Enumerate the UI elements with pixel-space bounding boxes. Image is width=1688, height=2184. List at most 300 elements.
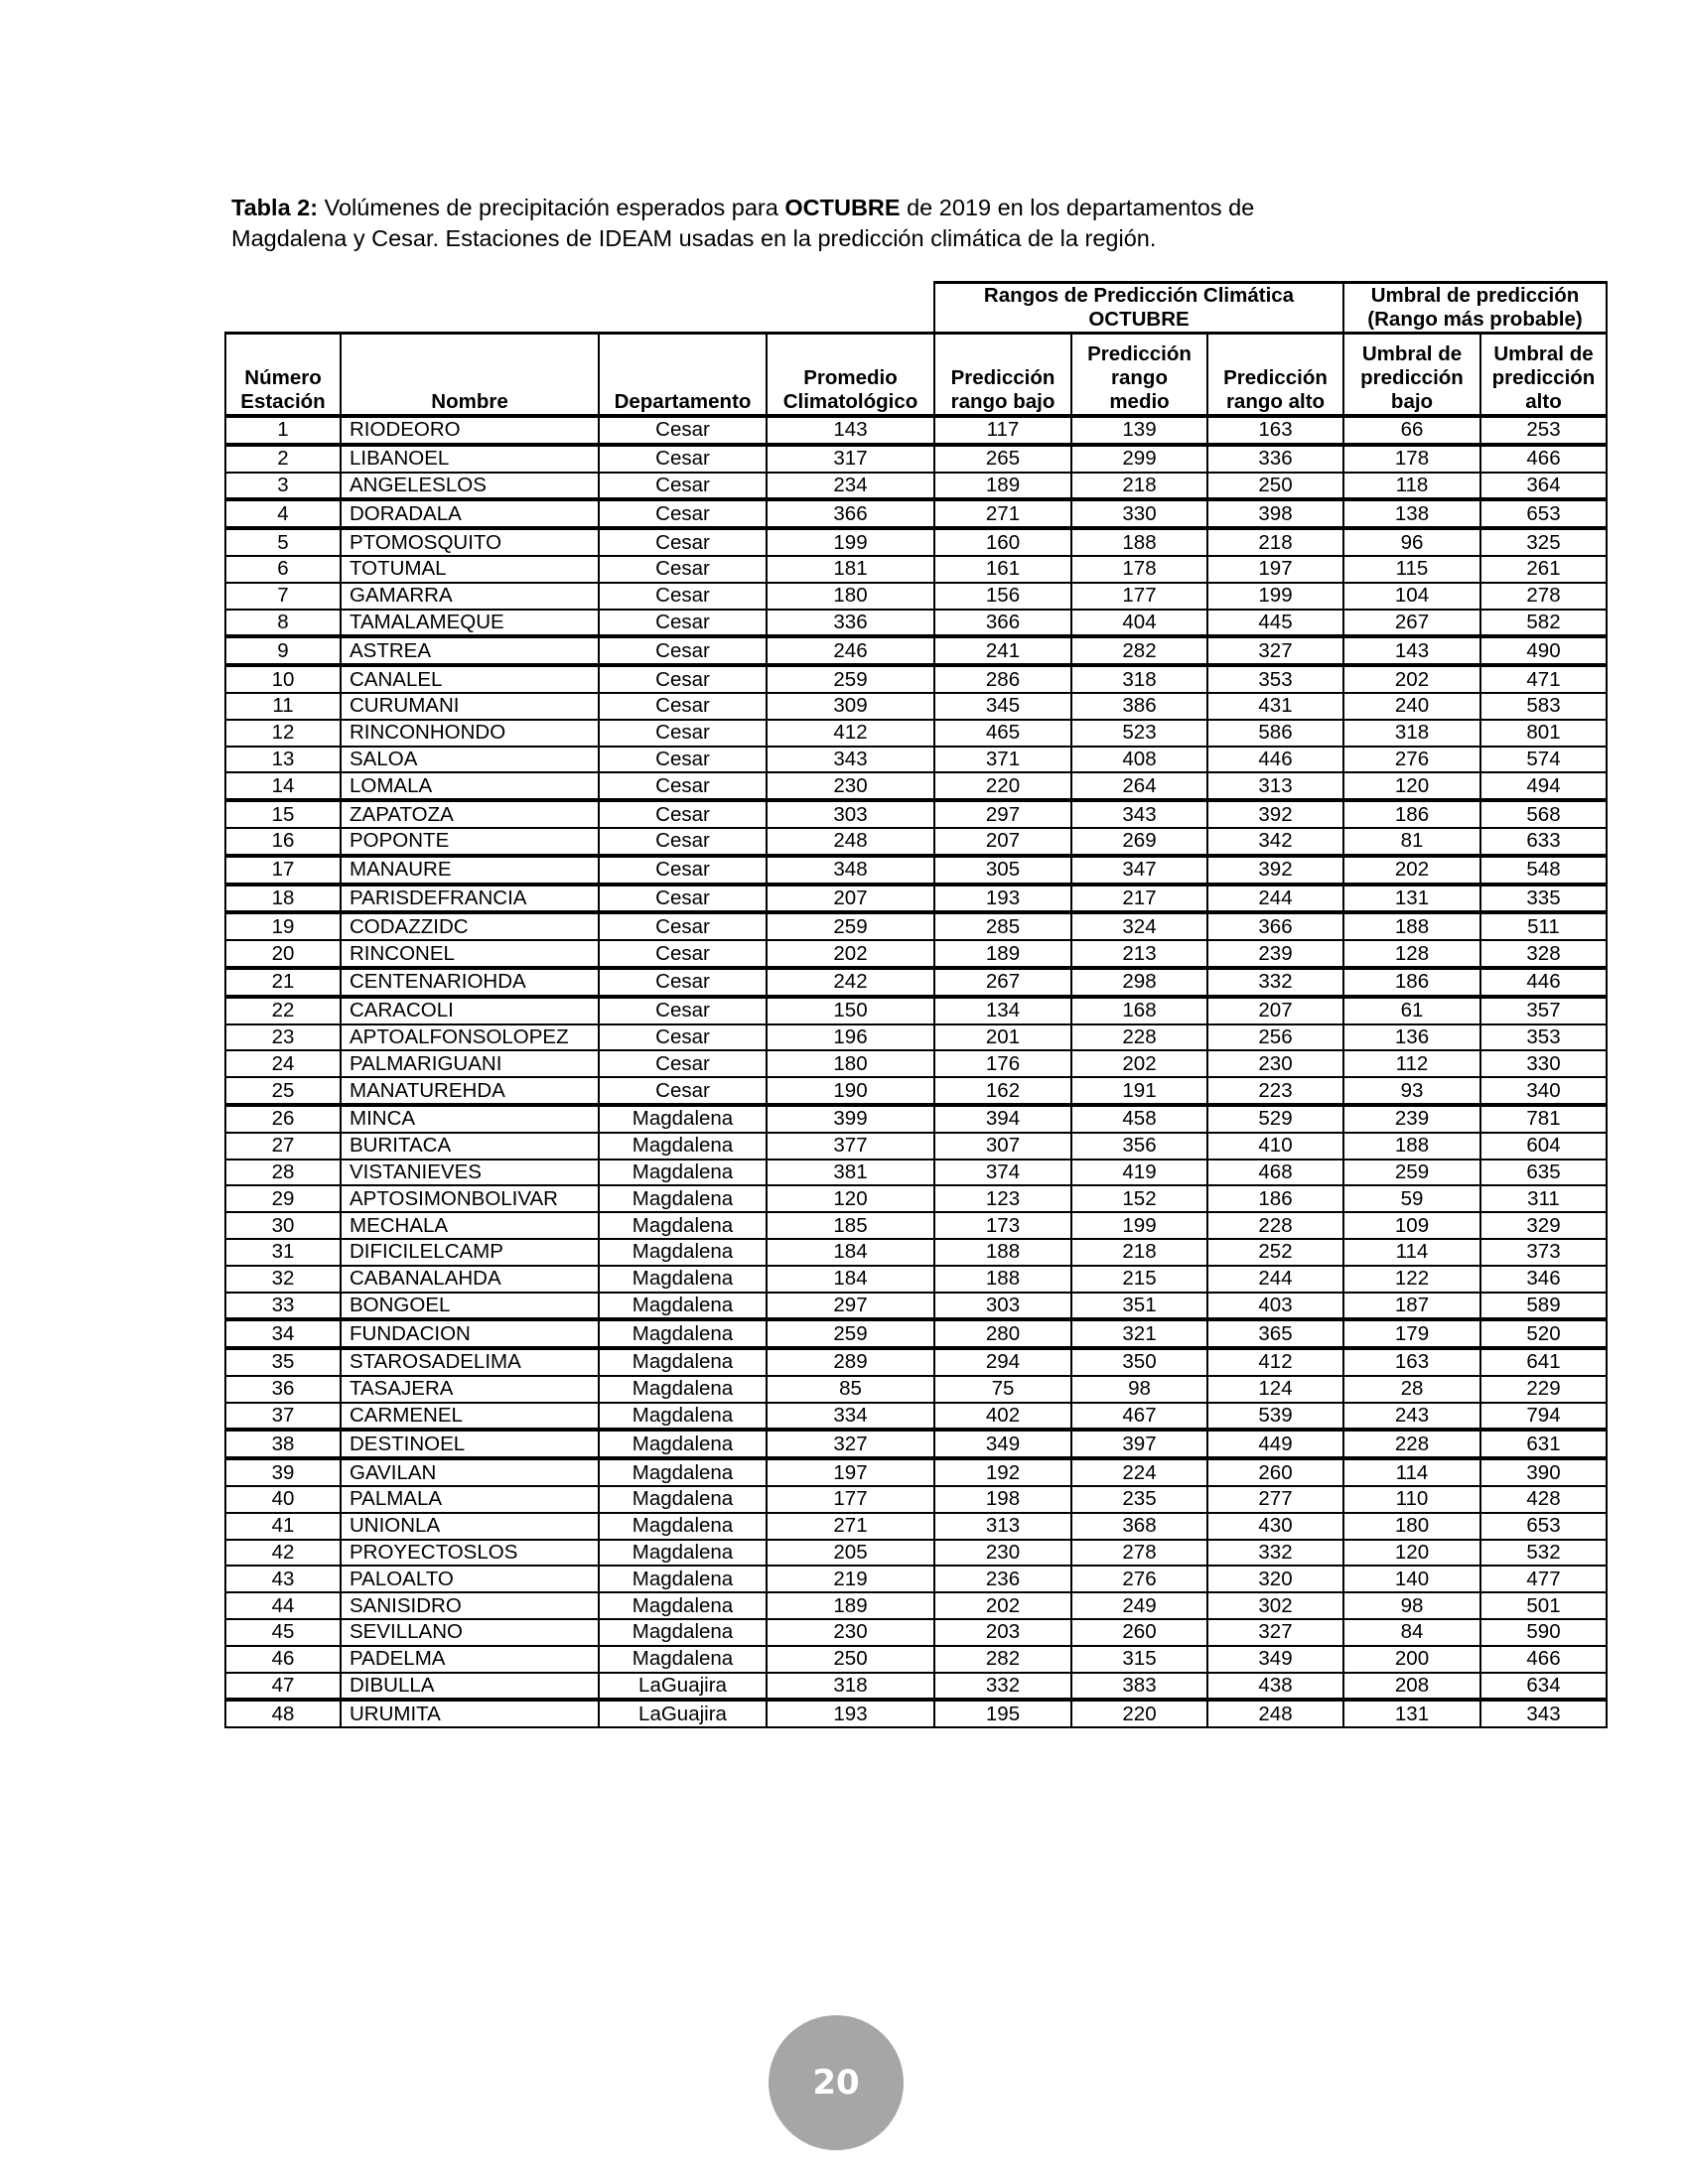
col-numero-estacion-cell: 28 <box>225 1160 341 1186</box>
col-pred-medio-cell: 139 <box>1071 416 1207 445</box>
col-pred-medio-cell: 218 <box>1071 473 1207 500</box>
table-row <box>225 1105 1607 1133</box>
col-numero-estacion-cell: 15 <box>225 800 341 828</box>
col-umbral-alto-cell: 568 <box>1480 800 1607 828</box>
col-numero-estacion-cell: 24 <box>225 1050 341 1077</box>
col-nombre-cell: ZAPATOZA <box>341 800 599 828</box>
col-pred-medio-cell: 188 <box>1071 528 1207 556</box>
col-numero-estacion-cell: 11 <box>225 693 341 720</box>
col-umbral-alto-cell: 494 <box>1480 772 1607 800</box>
table-row <box>225 1592 1607 1619</box>
col-umbral-alto-cell: 604 <box>1480 1133 1607 1160</box>
col-pred-bajo-cell: 134 <box>934 997 1071 1024</box>
col-departamento-cell: Magdalena <box>599 1185 767 1212</box>
col-numero-estacion-cell: 14 <box>225 772 341 800</box>
col-nombre-header: Nombre <box>341 334 599 417</box>
col-umbral-alto-cell: 353 <box>1480 1024 1607 1051</box>
col-numero-estacion-cell: 7 <box>225 583 341 610</box>
col-umbral-bajo-header: Umbral de predicción bajo <box>1343 334 1480 417</box>
col-nombre-cell: RIODEORO <box>341 416 599 445</box>
col-nombre-cell: DORADALA <box>341 499 599 528</box>
col-pred-medio-cell: 282 <box>1071 636 1207 665</box>
col-nombre-cell: CURUMANI <box>341 693 599 720</box>
col-umbral-alto-cell: 471 <box>1480 665 1607 693</box>
col-nombre-cell: MINCA <box>341 1105 599 1133</box>
col-nombre-cell: URUMITA <box>341 1700 599 1727</box>
col-promedio-cell: 366 <box>767 499 934 528</box>
table-row <box>225 610 1607 637</box>
col-umbral-alto-header: Umbral de predicción alto <box>1480 334 1607 417</box>
col-pred-alto-cell: 403 <box>1207 1293 1343 1320</box>
col-umbral-bajo-cell: 202 <box>1343 665 1480 693</box>
table-row <box>225 1458 1607 1486</box>
col-promedio-cell: 271 <box>767 1513 934 1540</box>
group-header-umbral: Umbral de predicción (Rango más probable) <box>1343 283 1607 334</box>
col-departamento-cell: Cesar <box>599 856 767 885</box>
col-nombre-cell: MECHALA <box>341 1212 599 1239</box>
col-numero-estacion-cell: 48 <box>225 1700 341 1727</box>
col-pred-medio-cell: 152 <box>1071 1185 1207 1212</box>
col-umbral-alto-cell: 261 <box>1480 556 1607 583</box>
table-row <box>225 912 1607 940</box>
col-numero-estacion-cell: 9 <box>225 636 341 665</box>
table-row <box>225 885 1607 913</box>
col-promedio-cell: 259 <box>767 912 934 940</box>
table-row <box>225 968 1607 997</box>
col-pred-medio-cell: 224 <box>1071 1458 1207 1486</box>
table-row <box>225 1619 1607 1646</box>
col-pred-bajo-cell: 366 <box>934 610 1071 637</box>
table-row <box>225 665 1607 693</box>
col-promedio-cell: 327 <box>767 1430 934 1458</box>
col-pred-alto-cell: 412 <box>1207 1348 1343 1376</box>
col-umbral-alto-cell: 631 <box>1480 1430 1607 1458</box>
col-promedio-cell: 219 <box>767 1566 934 1592</box>
col-departamento-cell: Magdalena <box>599 1212 767 1239</box>
col-pred-alto-cell: 252 <box>1207 1239 1343 1266</box>
col-pred-bajo-cell: 207 <box>934 828 1071 856</box>
col-pred-medio-cell: 347 <box>1071 856 1207 885</box>
col-nombre-cell: PROYECTOSLOS <box>341 1540 599 1567</box>
col-numero-estacion-cell: 5 <box>225 528 341 556</box>
col-pred-bajo-cell: 201 <box>934 1024 1071 1051</box>
col-pred-medio-cell: 408 <box>1071 747 1207 773</box>
col-promedio-cell: 185 <box>767 1212 934 1239</box>
col-umbral-alto-cell: 633 <box>1480 828 1607 856</box>
col-nombre-cell: TAMALAMEQUE <box>341 610 599 637</box>
col-promedio-cell: 230 <box>767 1619 934 1646</box>
table-row <box>225 1430 1607 1458</box>
col-pred-bajo-cell: 123 <box>934 1185 1071 1212</box>
col-numero-estacion-header: Número Estación <box>225 334 341 417</box>
table-body <box>225 416 1607 1727</box>
col-umbral-bajo-cell: 128 <box>1343 940 1480 968</box>
col-departamento-cell: Cesar <box>599 997 767 1024</box>
col-pred-medio-cell: 264 <box>1071 772 1207 800</box>
col-pred-bajo-cell: 192 <box>934 1458 1071 1486</box>
col-numero-estacion-cell: 12 <box>225 720 341 747</box>
col-pred-medio-cell: 220 <box>1071 1700 1207 1727</box>
col-pred-alto-cell: 332 <box>1207 1540 1343 1567</box>
table-row <box>225 1266 1607 1293</box>
col-departamento-cell: Cesar <box>599 636 767 665</box>
col-pred-medio-cell: 213 <box>1071 940 1207 968</box>
col-umbral-alto-cell: 781 <box>1480 1105 1607 1133</box>
col-departamento-cell: Cesar <box>599 1077 767 1105</box>
col-pred-medio-cell: 168 <box>1071 997 1207 1024</box>
col-departamento-cell: Magdalena <box>599 1348 767 1376</box>
col-departamento-cell: Cesar <box>599 1024 767 1051</box>
table-row <box>225 1133 1607 1160</box>
col-umbral-bajo-cell: 178 <box>1343 445 1480 473</box>
col-umbral-alto-cell: 634 <box>1480 1673 1607 1701</box>
col-promedio-cell: 317 <box>767 445 934 473</box>
col-pred-alto-cell: 197 <box>1207 556 1343 583</box>
col-umbral-alto-cell: 466 <box>1480 1646 1607 1673</box>
col-numero-estacion-cell: 10 <box>225 665 341 693</box>
col-umbral-bajo-cell: 179 <box>1343 1319 1480 1348</box>
col-promedio-cell: 297 <box>767 1293 934 1320</box>
col-promedio-cell: 177 <box>767 1486 934 1513</box>
col-nombre-cell: STAROSADELIMA <box>341 1348 599 1376</box>
col-pred-alto-cell: 250 <box>1207 473 1343 500</box>
col-pred-medio-cell: 523 <box>1071 720 1207 747</box>
col-pred-medio-cell: 351 <box>1071 1293 1207 1320</box>
col-umbral-alto-cell: 490 <box>1480 636 1607 665</box>
col-nombre-cell: TASAJERA <box>341 1376 599 1403</box>
col-nombre-cell: CARACOLI <box>341 997 599 1024</box>
col-pred-bajo-cell: 161 <box>934 556 1071 583</box>
col-departamento-cell: Cesar <box>599 940 767 968</box>
col-numero-estacion-cell: 32 <box>225 1266 341 1293</box>
col-pred-bajo-cell: 230 <box>934 1540 1071 1567</box>
col-pred-medio-cell: 315 <box>1071 1646 1207 1673</box>
col-numero-estacion-cell: 33 <box>225 1293 341 1320</box>
col-nombre-cell: CENTENARIOHDA <box>341 968 599 997</box>
col-numero-estacion-cell: 4 <box>225 499 341 528</box>
col-pred-medio-cell: 217 <box>1071 885 1207 913</box>
col-pred-bajo-cell: 286 <box>934 665 1071 693</box>
col-pred-alto-cell: 353 <box>1207 665 1343 693</box>
col-departamento-cell: Cesar <box>599 828 767 856</box>
col-departamento-header: Departamento <box>599 334 767 417</box>
col-promedio-cell: 289 <box>767 1348 934 1376</box>
col-pred-medio-cell: 276 <box>1071 1566 1207 1592</box>
col-pred-alto-cell: 446 <box>1207 747 1343 773</box>
caption-label: Tabla 2: <box>231 195 319 220</box>
table-row <box>225 997 1607 1024</box>
col-umbral-bajo-cell: 140 <box>1343 1566 1480 1592</box>
col-numero-estacion-cell: 20 <box>225 940 341 968</box>
col-departamento-cell: Magdalena <box>599 1266 767 1293</box>
col-umbral-bajo-cell: 267 <box>1343 610 1480 637</box>
caption-month: OCTUBRE <box>784 195 901 220</box>
col-numero-estacion-cell: 31 <box>225 1239 341 1266</box>
col-umbral-alto-cell: 278 <box>1480 583 1607 610</box>
col-pred-medio-cell: 98 <box>1071 1376 1207 1403</box>
col-pred-medio-cell: 324 <box>1071 912 1207 940</box>
caption-text-2: de 2019 en los departamentos de <box>900 195 1255 220</box>
col-numero-estacion-cell: 2 <box>225 445 341 473</box>
col-umbral-alto-cell: 343 <box>1480 1700 1607 1727</box>
col-departamento-cell: Magdalena <box>599 1513 767 1540</box>
col-promedio-cell: 250 <box>767 1646 934 1673</box>
col-pred-alto-cell: 529 <box>1207 1105 1343 1133</box>
col-departamento-cell: Cesar <box>599 528 767 556</box>
col-umbral-bajo-cell: 188 <box>1343 912 1480 940</box>
col-umbral-alto-cell: 582 <box>1480 610 1607 637</box>
col-promedio-cell: 197 <box>767 1458 934 1486</box>
col-nombre-cell: PARISDEFRANCIA <box>341 885 599 913</box>
col-umbral-bajo-cell: 120 <box>1343 772 1480 800</box>
col-pred-alto-cell: 248 <box>1207 1700 1343 1727</box>
col-numero-estacion-cell: 37 <box>225 1403 341 1431</box>
col-numero-estacion-cell: 45 <box>225 1619 341 1646</box>
col-pred-alto-cell: 392 <box>1207 856 1343 885</box>
col-pred-alto-cell: 431 <box>1207 693 1343 720</box>
col-promedio-cell: 336 <box>767 610 934 637</box>
col-pred-bajo-cell: 307 <box>934 1133 1071 1160</box>
col-pred-alto-cell: 207 <box>1207 997 1343 1024</box>
col-promedio-cell: 193 <box>767 1700 934 1727</box>
col-departamento-cell: Magdalena <box>599 1592 767 1619</box>
table-row <box>225 747 1607 773</box>
col-pred-bajo-cell: 188 <box>934 1239 1071 1266</box>
col-pred-bajo-cell: 265 <box>934 445 1071 473</box>
col-pred-alto-cell: 228 <box>1207 1212 1343 1239</box>
col-umbral-alto-cell: 357 <box>1480 997 1607 1024</box>
col-umbral-alto-cell: 346 <box>1480 1266 1607 1293</box>
col-departamento-cell: Cesar <box>599 912 767 940</box>
col-promedio-cell: 181 <box>767 556 934 583</box>
col-umbral-bajo-cell: 138 <box>1343 499 1480 528</box>
col-umbral-bajo-cell: 318 <box>1343 720 1480 747</box>
col-nombre-cell: GAMARRA <box>341 583 599 610</box>
col-pred-bajo-cell: 75 <box>934 1376 1071 1403</box>
col-umbral-bajo-cell: 131 <box>1343 885 1480 913</box>
col-umbral-alto-cell: 325 <box>1480 528 1607 556</box>
col-umbral-bajo-cell: 187 <box>1343 1293 1480 1320</box>
col-pred-bajo-cell: 176 <box>934 1050 1071 1077</box>
col-departamento-cell: Magdalena <box>599 1133 767 1160</box>
col-pred-alto-cell: 398 <box>1207 499 1343 528</box>
col-departamento-cell: Magdalena <box>599 1160 767 1186</box>
table-row <box>225 828 1607 856</box>
col-pred-bajo-cell: 195 <box>934 1700 1071 1727</box>
col-umbral-bajo-cell: 122 <box>1343 1266 1480 1293</box>
col-departamento-cell: Magdalena <box>599 1458 767 1486</box>
col-umbral-bajo-cell: 259 <box>1343 1160 1480 1186</box>
col-umbral-bajo-cell: 208 <box>1343 1673 1480 1701</box>
col-departamento-cell: Cesar <box>599 693 767 720</box>
table-row <box>225 1566 1607 1592</box>
col-pred-medio-cell: 218 <box>1071 1239 1207 1266</box>
col-nombre-cell: RINCONEL <box>341 940 599 968</box>
col-umbral-bajo-cell: 98 <box>1343 1592 1480 1619</box>
col-promedio-cell: 381 <box>767 1160 934 1186</box>
col-numero-estacion-cell: 27 <box>225 1133 341 1160</box>
col-promedio-cell: 303 <box>767 800 934 828</box>
col-pred-medio-cell: 343 <box>1071 800 1207 828</box>
col-nombre-cell: POPONTE <box>341 828 599 856</box>
col-pred-bajo-cell: 271 <box>934 499 1071 528</box>
col-departamento-cell: Cesar <box>599 885 767 913</box>
col-umbral-alto-cell: 590 <box>1480 1619 1607 1646</box>
col-departamento-cell: Magdalena <box>599 1239 767 1266</box>
col-pred-alto-cell: 163 <box>1207 416 1343 445</box>
table-row <box>225 772 1607 800</box>
col-pred-alto-cell: 327 <box>1207 1619 1343 1646</box>
col-promedio-cell: 120 <box>767 1185 934 1212</box>
col-pred-bajo-header: Predicción rango bajo <box>934 334 1071 417</box>
col-pred-alto-cell: 218 <box>1207 528 1343 556</box>
table-row <box>225 1160 1607 1186</box>
col-departamento-cell: Cesar <box>599 720 767 747</box>
col-pred-bajo-cell: 305 <box>934 856 1071 885</box>
col-pred-alto-cell: 336 <box>1207 445 1343 473</box>
col-pred-medio-cell: 191 <box>1071 1077 1207 1105</box>
col-pred-alto-cell: 449 <box>1207 1430 1343 1458</box>
col-umbral-alto-cell: 801 <box>1480 720 1607 747</box>
col-pred-alto-cell: 468 <box>1207 1160 1343 1186</box>
col-pred-medio-cell: 458 <box>1071 1105 1207 1133</box>
col-umbral-alto-cell: 501 <box>1480 1592 1607 1619</box>
col-umbral-bajo-cell: 61 <box>1343 997 1480 1024</box>
col-departamento-cell: Magdalena <box>599 1403 767 1431</box>
col-umbral-bajo-cell: 110 <box>1343 1486 1480 1513</box>
table-row <box>225 636 1607 665</box>
col-numero-estacion-cell: 26 <box>225 1105 341 1133</box>
col-numero-estacion-cell: 25 <box>225 1077 341 1105</box>
col-pred-alto-cell: 445 <box>1207 610 1343 637</box>
col-nombre-cell: GAVILAN <box>341 1458 599 1486</box>
col-departamento-cell: Cesar <box>599 499 767 528</box>
col-pred-medio-cell: 228 <box>1071 1024 1207 1051</box>
table-row <box>225 1513 1607 1540</box>
col-promedio-cell: 377 <box>767 1133 934 1160</box>
col-umbral-bajo-cell: 276 <box>1343 747 1480 773</box>
col-umbral-alto-cell: 229 <box>1480 1376 1607 1403</box>
col-umbral-bajo-cell: 104 <box>1343 583 1480 610</box>
col-pred-bajo-cell: 280 <box>934 1319 1071 1348</box>
col-umbral-alto-cell: 364 <box>1480 473 1607 500</box>
col-pred-alto-header: Predicción rango alto <box>1207 334 1343 417</box>
col-umbral-bajo-cell: 81 <box>1343 828 1480 856</box>
table-row <box>225 445 1607 473</box>
col-pred-alto-cell: 539 <box>1207 1403 1343 1431</box>
col-pred-bajo-cell: 349 <box>934 1430 1071 1458</box>
table-row <box>225 473 1607 500</box>
col-pred-alto-cell: 223 <box>1207 1077 1343 1105</box>
col-numero-estacion-cell: 16 <box>225 828 341 856</box>
col-departamento-cell: Magdalena <box>599 1376 767 1403</box>
page-number: 20 <box>812 2063 860 2103</box>
col-pred-bajo-cell: 220 <box>934 772 1071 800</box>
col-promedio-cell: 348 <box>767 856 934 885</box>
col-promedio-cell: 190 <box>767 1077 934 1105</box>
col-numero-estacion-cell: 30 <box>225 1212 341 1239</box>
col-numero-estacion-cell: 6 <box>225 556 341 583</box>
col-umbral-alto-cell: 329 <box>1480 1212 1607 1239</box>
col-pred-bajo-cell: 189 <box>934 473 1071 500</box>
col-pred-alto-cell: 586 <box>1207 720 1343 747</box>
col-departamento-cell: Cesar <box>599 772 767 800</box>
col-promedio-header: Promedio Climatológico <box>767 334 934 417</box>
col-umbral-alto-cell: 653 <box>1480 499 1607 528</box>
col-umbral-bajo-cell: 240 <box>1343 693 1480 720</box>
col-umbral-bajo-cell: 93 <box>1343 1077 1480 1105</box>
col-promedio-cell: 180 <box>767 583 934 610</box>
col-pred-medio-cell: 269 <box>1071 828 1207 856</box>
col-numero-estacion-cell: 17 <box>225 856 341 885</box>
col-umbral-bajo-cell: 114 <box>1343 1239 1480 1266</box>
col-nombre-cell: SANISIDRO <box>341 1592 599 1619</box>
col-nombre-cell: PALOALTO <box>341 1566 599 1592</box>
table-row <box>225 1185 1607 1212</box>
table-row <box>225 800 1607 828</box>
col-umbral-alto-cell: 446 <box>1480 968 1607 997</box>
col-umbral-alto-cell: 466 <box>1480 445 1607 473</box>
col-numero-estacion-cell: 34 <box>225 1319 341 1348</box>
col-departamento-cell: Magdalena <box>599 1566 767 1592</box>
col-numero-estacion-cell: 8 <box>225 610 341 637</box>
col-umbral-bajo-cell: 112 <box>1343 1050 1480 1077</box>
col-pred-alto-cell: 244 <box>1207 1266 1343 1293</box>
col-pred-medio-cell: 299 <box>1071 445 1207 473</box>
col-pred-medio-cell: 249 <box>1071 1592 1207 1619</box>
page-number-badge <box>769 2015 904 2150</box>
col-numero-estacion-cell: 13 <box>225 747 341 773</box>
caption-text-3: Magdalena y Cesar. Estaciones de IDEAM usadas en la predicción climática de la región. <box>231 225 1157 251</box>
col-pred-alto-cell: 199 <box>1207 583 1343 610</box>
col-umbral-alto-cell: 311 <box>1480 1185 1607 1212</box>
col-umbral-alto-cell: 428 <box>1480 1486 1607 1513</box>
col-pred-medio-cell: 215 <box>1071 1266 1207 1293</box>
col-pred-bajo-cell: 236 <box>934 1566 1071 1592</box>
table-row <box>225 1050 1607 1077</box>
col-pred-bajo-cell: 202 <box>934 1592 1071 1619</box>
col-pred-medio-cell: 202 <box>1071 1050 1207 1077</box>
col-nombre-cell: FUNDACION <box>341 1319 599 1348</box>
table-row <box>225 693 1607 720</box>
col-numero-estacion-cell: 38 <box>225 1430 341 1458</box>
col-pred-alto-cell: 244 <box>1207 885 1343 913</box>
col-numero-estacion-cell: 43 <box>225 1566 341 1592</box>
col-umbral-alto-cell: 340 <box>1480 1077 1607 1105</box>
col-numero-estacion-cell: 29 <box>225 1185 341 1212</box>
table-row <box>225 1673 1607 1701</box>
table-row <box>225 1239 1607 1266</box>
col-pred-bajo-cell: 241 <box>934 636 1071 665</box>
col-promedio-cell: 399 <box>767 1105 934 1133</box>
col-pred-bajo-cell: 282 <box>934 1646 1071 1673</box>
col-numero-estacion-cell: 22 <box>225 997 341 1024</box>
col-pred-alto-cell: 327 <box>1207 636 1343 665</box>
col-departamento-cell: Magdalena <box>599 1430 767 1458</box>
col-numero-estacion-cell: 1 <box>225 416 341 445</box>
col-umbral-bajo-cell: 114 <box>1343 1458 1480 1486</box>
table-row <box>225 1212 1607 1239</box>
table-row <box>225 720 1607 747</box>
col-pred-bajo-cell: 285 <box>934 912 1071 940</box>
col-pred-bajo-cell: 160 <box>934 528 1071 556</box>
col-numero-estacion-cell: 41 <box>225 1513 341 1540</box>
col-umbral-alto-cell: 641 <box>1480 1348 1607 1376</box>
col-umbral-alto-cell: 589 <box>1480 1293 1607 1320</box>
col-pred-alto-cell: 302 <box>1207 1592 1343 1619</box>
col-nombre-cell: LIBANOEL <box>341 445 599 473</box>
col-umbral-bajo-cell: 143 <box>1343 636 1480 665</box>
